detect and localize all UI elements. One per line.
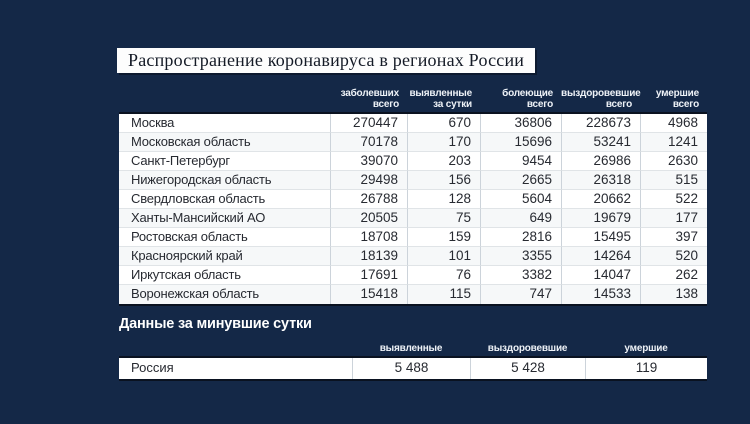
- value-cell: 262: [640, 266, 707, 285]
- table-row: [119, 114, 707, 133]
- table-row: [119, 133, 707, 152]
- value-cell: 18139: [330, 247, 407, 266]
- value-cell: 138: [640, 285, 707, 304]
- value-cell: 115: [407, 285, 480, 304]
- value-cell: 26986: [561, 152, 640, 171]
- daily-table-header-row: [119, 341, 707, 356]
- header-line-2: всего: [372, 99, 399, 110]
- value-cell: 76: [407, 266, 480, 285]
- value-cell: 522: [640, 190, 707, 209]
- region-name: Воронежская область: [119, 285, 330, 304]
- daily-column-header-2: выздоровевшие: [487, 343, 568, 354]
- value-cell: 101: [407, 247, 480, 266]
- header-line-1: болеющие: [502, 88, 553, 99]
- daily-value-cell: 119: [585, 358, 707, 379]
- region-name: Свердловская область: [119, 190, 330, 209]
- daily-value-cell: 5 428: [470, 358, 585, 379]
- regions-table-header-row: [119, 86, 707, 112]
- value-cell: 649: [480, 209, 561, 228]
- value-cell: 20505: [330, 209, 407, 228]
- header-line-1: выздоровевшие: [561, 88, 641, 99]
- value-cell: 9454: [480, 152, 561, 171]
- region-name: Нижегородская область: [119, 171, 330, 190]
- value-cell: 14264: [561, 247, 640, 266]
- value-cell: 4968: [640, 114, 707, 133]
- column-header-5: [640, 88, 707, 112]
- value-cell: 20662: [561, 190, 640, 209]
- value-cell: 15495: [561, 228, 640, 247]
- value-cell: 70178: [330, 133, 407, 152]
- value-cell: 36806: [480, 114, 561, 133]
- value-cell: 747: [480, 285, 561, 304]
- value-cell: 19679: [561, 209, 640, 228]
- value-cell: 270447: [330, 114, 407, 133]
- value-cell: 26788: [330, 190, 407, 209]
- value-cell: 29498: [330, 171, 407, 190]
- value-cell: 14047: [561, 266, 640, 285]
- value-cell: 515: [640, 171, 707, 190]
- daily-column-header-1: выявленные: [379, 343, 443, 354]
- header-line-2: всего: [672, 99, 699, 110]
- value-cell: 75: [407, 209, 480, 228]
- value-cell: 3382: [480, 266, 561, 285]
- region-name: Красноярский край: [119, 247, 330, 266]
- value-cell: 39070: [330, 152, 407, 171]
- value-cell: 397: [640, 228, 707, 247]
- daily-table-body: [119, 356, 707, 381]
- daily-table-row: [119, 358, 707, 379]
- page-title: Распространение коронавируса в регионах России: [117, 48, 535, 73]
- column-header-4: [561, 88, 640, 112]
- table-row: [119, 209, 707, 228]
- value-cell: 128: [407, 190, 480, 209]
- value-cell: 156: [407, 171, 480, 190]
- value-cell: 520: [640, 247, 707, 266]
- header-line-1: заболевших: [340, 88, 399, 99]
- region-name: Московская область: [119, 133, 330, 152]
- value-cell: 2630: [640, 152, 707, 171]
- region-name: Ростовская область: [119, 228, 330, 247]
- table-row: [119, 228, 707, 247]
- value-cell: 228673: [561, 114, 640, 133]
- value-cell: 177: [640, 209, 707, 228]
- daily-column-header-3: умершие: [624, 343, 668, 354]
- column-header-2: [407, 88, 480, 112]
- value-cell: 2665: [480, 171, 561, 190]
- table-row: [119, 190, 707, 209]
- daily-table: [119, 341, 707, 381]
- daily-section-title: Данные за минувшие сутки: [119, 316, 312, 332]
- table-row: [119, 266, 707, 285]
- regions-table-body: [119, 112, 707, 306]
- value-cell: 15418: [330, 285, 407, 304]
- value-cell: 18708: [330, 228, 407, 247]
- value-cell: 5604: [480, 190, 561, 209]
- value-cell: 170: [407, 133, 480, 152]
- header-line-1: умершие: [655, 88, 699, 99]
- daily-value-cell: 5 488: [352, 358, 470, 379]
- header-line-2: всего: [605, 99, 632, 110]
- value-cell: 3355: [480, 247, 561, 266]
- header-line-2: за сутки: [433, 99, 472, 110]
- header-line-2: всего: [526, 99, 553, 110]
- value-cell: 53241: [561, 133, 640, 152]
- table-row: [119, 152, 707, 171]
- value-cell: 1241: [640, 133, 707, 152]
- value-cell: 203: [407, 152, 480, 171]
- value-cell: 17691: [330, 266, 407, 285]
- column-header-3: [480, 88, 561, 112]
- country-name: Россия: [119, 358, 352, 379]
- header-line-1: выявленные: [409, 88, 472, 99]
- column-header-1: [330, 88, 407, 112]
- value-cell: 670: [407, 114, 480, 133]
- table-row: [119, 285, 707, 304]
- value-cell: 14533: [561, 285, 640, 304]
- value-cell: 26318: [561, 171, 640, 190]
- value-cell: 159: [407, 228, 480, 247]
- region-name: Иркутская область: [119, 266, 330, 285]
- region-name: Москва: [119, 114, 330, 133]
- value-cell: 15696: [480, 133, 561, 152]
- value-cell: 2816: [480, 228, 561, 247]
- region-name: Ханты-Мансийский АО: [119, 209, 330, 228]
- regions-table: [119, 86, 707, 306]
- region-name: Санкт-Петербург: [119, 152, 330, 171]
- table-row: [119, 247, 707, 266]
- table-row: [119, 171, 707, 190]
